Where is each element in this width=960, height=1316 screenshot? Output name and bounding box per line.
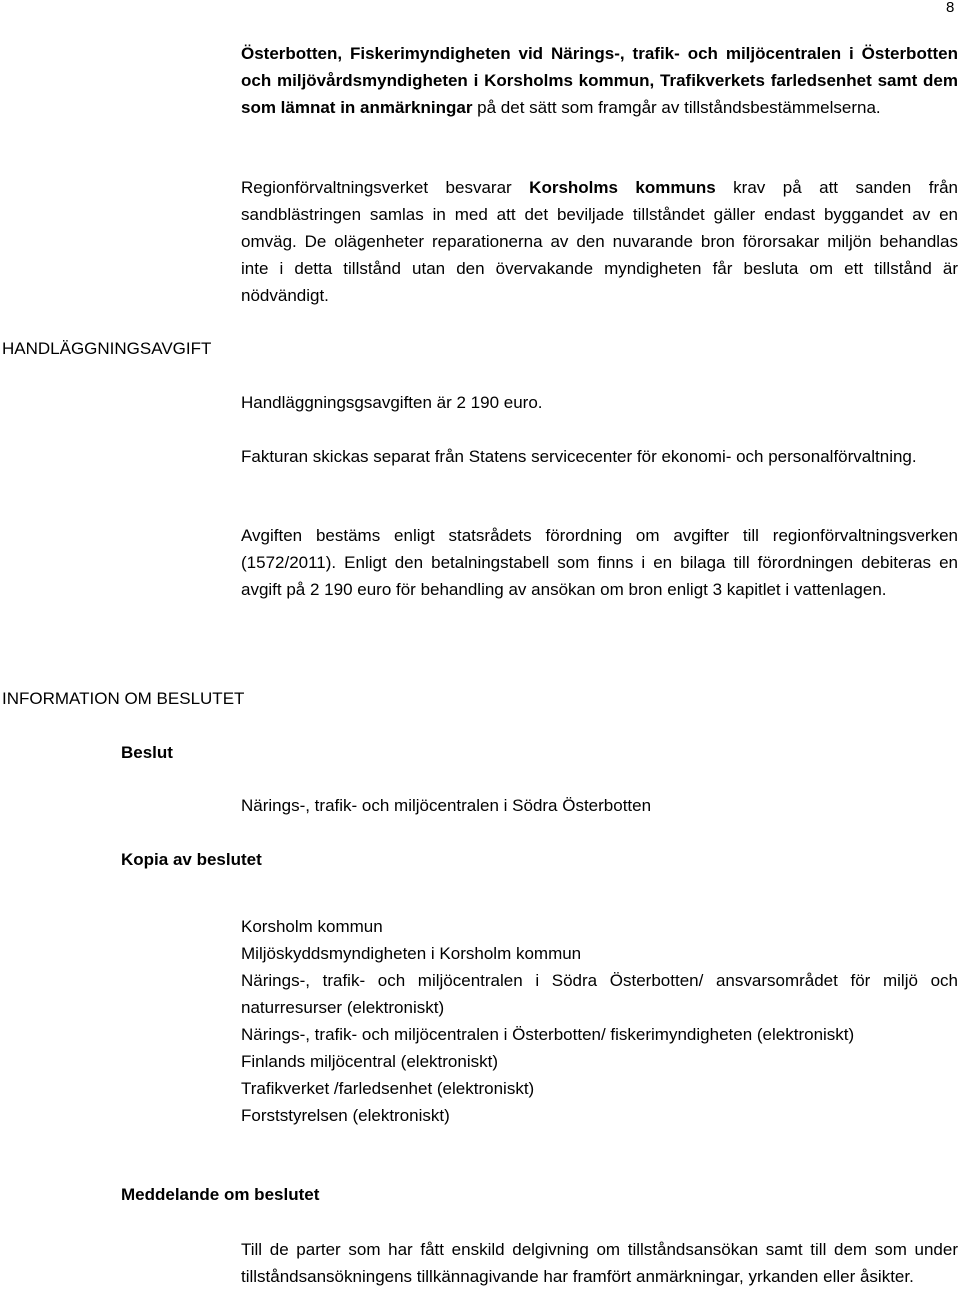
page-number: 8 — [946, 0, 955, 16]
list-item: Närings-, trafik- och miljöcentralen i Österbotten/ fiskerimyndigheten (elektroniskt) — [241, 1025, 855, 1044]
response-paragraph — [241, 174, 958, 309]
list-item: Trafikverket /farledsenhet (elektroniskt) — [241, 1079, 535, 1098]
information-heading: INFORMATION OM BESLUTET — [2, 689, 245, 708]
notice-text: Till de parter som har fått enskild delgivning om tillståndsansökan samt till dem som under tillståndsansökningens tillkännagivande har framfört anmärkningar, yrkanden eller åsikter. — [241, 1240, 958, 1286]
response-text-2: krav på att sanden från sandblästringen samlas in med att det beviljade tillståndet gäller endast byggandet av en omväg. De olägenheter reparationerna av den nuvarande bron förorsakar miljön behandlas inte i detta tillstånd utan den övervakande myndigheten får besluta om ett tillstånd är nödvändigt. — [241, 178, 959, 305]
response-bold-text: Korsholms kommuns — [529, 178, 716, 197]
list-item: Närings-, trafik- och miljöcentralen i Södra Österbotten/ ansvarsområdet för miljö och naturresurser (elektroniskt) — [241, 971, 958, 1017]
invoice-text: Fakturan skickas separat från Statens servicecenter för ekonomi- och personalförvaltning. — [241, 447, 917, 466]
intro-normal-text: på det sätt som framgår av tillståndsbestämmelserna. — [472, 98, 881, 117]
fee-heading: HANDLÄGGNINGSAVGIFT — [2, 339, 212, 358]
intro-bold-text: Österbotten, Fiskerimyndigheten vid Närings-, trafik- och miljöcentralen i Österbotten och miljövårdsmyndigheten i Korsholms kommun, Trafikverkets farledsenhet samt dem som lämnat in anmärkningar — [241, 44, 958, 117]
response-text-1: Regionförvaltningsverket besvarar — [241, 178, 530, 197]
list-item: Korsholm kommun — [241, 917, 383, 936]
list-item: Forststyrelsen (elektroniskt) — [241, 1106, 450, 1125]
intro-paragraph — [241, 40, 958, 121]
copy-label: Kopia av beslutet — [121, 850, 262, 869]
decision-label: Beslut — [121, 743, 173, 762]
copy-recipient-list — [241, 913, 958, 1129]
list-item: Finlands miljöcentral (elektroniskt) — [241, 1052, 498, 1071]
decision-value: Närings-, trafik- och miljöcentralen i Södra Österbotten — [241, 796, 652, 815]
fee-amount-text: Handläggningsgsavgiften är 2 190 euro. — [241, 393, 543, 412]
fee-basis-text: Avgiften bestäms enligt statsrådets förordning om avgifter till regionförvaltningsverken (1572/2011). Enligt den betalningstabell som finns i en bilaga till förordningen debiteras en avgift på 2 190 euro för behandling av ansökan om bron enligt 3 kapitlet i vattenlagen. — [241, 526, 958, 599]
notice-label: Meddelande om beslutet — [121, 1185, 320, 1204]
list-item: Miljöskyddsmyndigheten i Korsholm kommun — [241, 944, 582, 963]
